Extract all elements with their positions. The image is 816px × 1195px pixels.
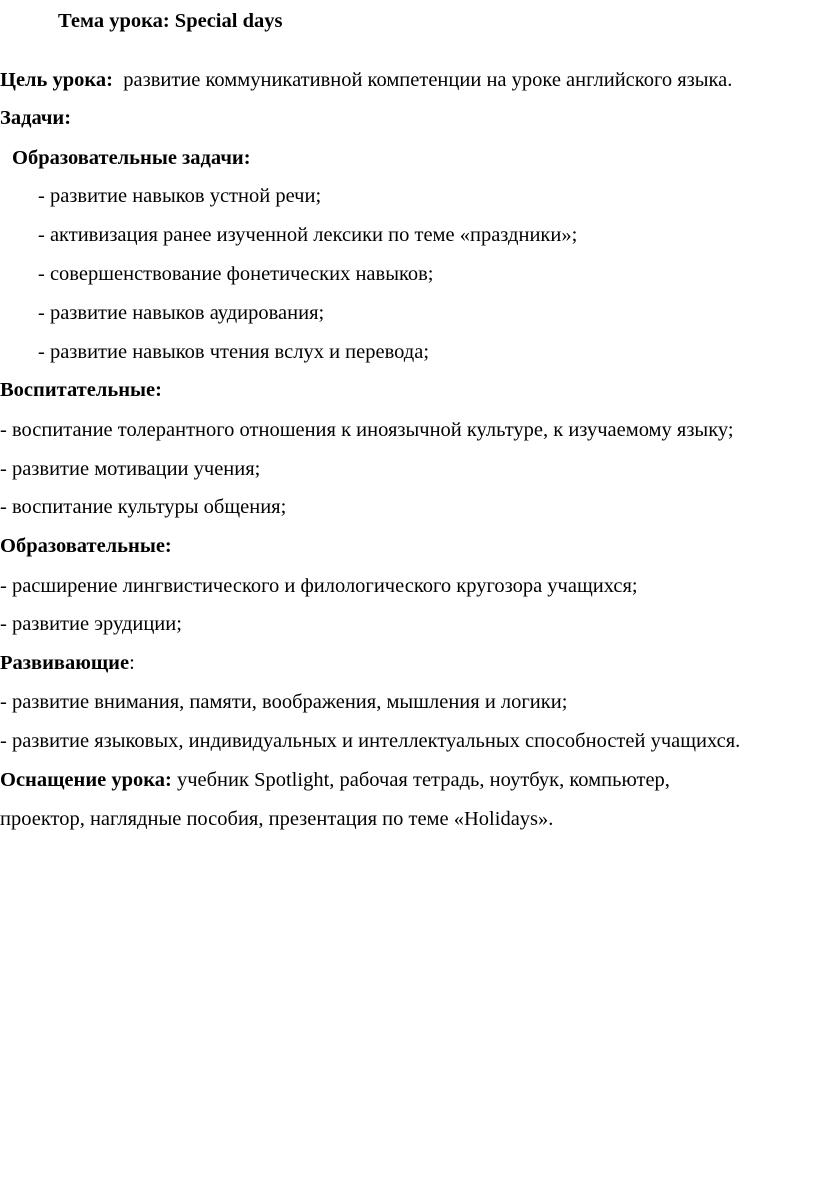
equipment-continuation: проектор, наглядные пособия, презентация по теме «Holidays». [0, 808, 554, 830]
goal-line [0, 70, 732, 91]
developing-colon: : [129, 652, 135, 674]
equipment-label: Оснащение урока: [0, 769, 172, 791]
educational-task-item: - совершенствование фонетических навыков; [38, 263, 434, 285]
topic-line [58, 11, 282, 32]
upbringing-item: - воспитание толерантного отношения к иноязычной культуре, к изучаемому языку; [0, 419, 734, 441]
developing-item: - развитие внимания, памяти, воображения, мышления и логики; [0, 691, 568, 713]
developing-heading: Развивающие [0, 652, 130, 674]
equipment-line [0, 770, 670, 791]
educational-task-item: - активизация ранее изученной лексики по теме «праздники»; [38, 224, 578, 246]
topic-label: Тема урока: [58, 10, 170, 32]
topic-value: Special days [174, 10, 283, 32]
upbringing-item: - развитие мотивации учения; [0, 458, 261, 480]
equipment-text: учебник Spotlight, рабочая тетрадь, ноутбук, компьютер, [176, 769, 670, 791]
goal-value: развитие коммуникативной компетенции на уроке английского языка. [123, 69, 733, 91]
upbringing-item: - воспитание культуры общения; [0, 496, 287, 518]
developing-heading-line [0, 653, 135, 674]
developing-item: - развитие языковых, индивидуальных и интеллектуальных способностей учащихся. [0, 730, 741, 752]
educational-heading: Образовательные: [0, 535, 172, 557]
educational-task-item: - развитие навыков устной речи; [38, 185, 322, 207]
upbringing-heading: Воспитательные: [0, 379, 162, 401]
educational-task-item: - развитие навыков аудирования; [38, 302, 325, 324]
educational-item: - развитие эрудиции; [0, 613, 182, 635]
educational-tasks-heading: Образовательные задачи: [12, 147, 251, 169]
goal-label: Цель урока: [0, 69, 113, 91]
educational-item: - расширение лингвистического и филологического кругозора учащихся; [0, 575, 638, 597]
tasks-heading: Задачи: [0, 107, 72, 129]
educational-task-item: - развитие навыков чтения вслух и перевода; [38, 341, 430, 363]
